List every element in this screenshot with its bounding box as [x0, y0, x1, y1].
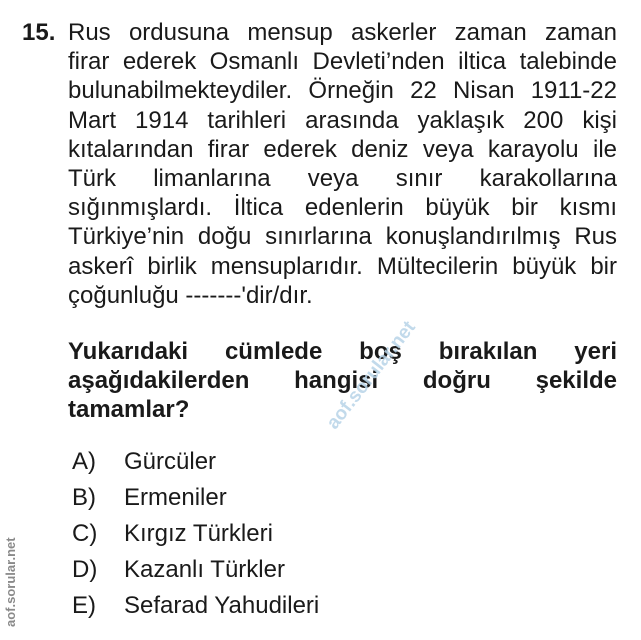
option-c[interactable] [72, 516, 319, 552]
question-prompt-line: aşağıdakilerden hangisi doğru şekilde [68, 367, 617, 394]
question-prompt-line: Yukarıdaki cümlede boş bırakılan yeri [68, 338, 617, 365]
option-text: Kırgız Türkleri [124, 520, 273, 547]
question-body-line: Türk limanlarına veya sınır karakollarına [68, 165, 617, 193]
question-body-line: Mart 1914 tarihleri arasında yaklaşık 200 kişi [68, 106, 617, 134]
question-number: 15. [22, 19, 56, 46]
option-text: Ermeniler [124, 484, 227, 511]
option-text: Kazanlı Türkler [124, 556, 285, 583]
option-text: Sefarad Yahudileri [124, 592, 320, 619]
option-b[interactable] [72, 480, 319, 516]
option-letter: B) [72, 484, 96, 511]
option-d[interactable] [72, 552, 319, 588]
question-body-line: askerî birlik mensuplarıdır. Mültecilerin büyük bir [68, 252, 617, 280]
question-body-line: kıtalarından firar ederek deniz veya karayolu ile [68, 135, 617, 163]
watermark-side: aof.sorular.net [3, 537, 18, 627]
watermark-diagonal: aof.sorular.net [322, 317, 420, 434]
question-body-line: sığınmışlardı. İltica edenlerin büyük bir kısmı [68, 194, 617, 222]
option-a[interactable] [72, 444, 319, 480]
question-body-line: çoğunluğu -------'dir/dır. [68, 281, 313, 309]
question-prompt-line: tamamlar? [68, 396, 190, 423]
option-letter: C) [72, 520, 98, 547]
question-body-line: firar ederek Osmanlı Devleti’nden iltica talebinde [68, 48, 617, 76]
question-body-line: Türkiye’nin doğu sınırlarına konuşlandırılmış Rus [68, 223, 617, 251]
option-e[interactable] [72, 588, 319, 624]
option-letter: A) [72, 448, 96, 475]
question-body [68, 18, 617, 310]
question-body-line: bulunabilmekteydiler. Örneğin 22 Nisan 1911-22 [68, 77, 617, 105]
option-letter: E) [72, 592, 96, 619]
question-body-line: Rus ordusuna mensup askerler zaman zaman [68, 19, 617, 46]
answer-options [72, 444, 319, 624]
option-text: Gürcüler [124, 448, 217, 475]
option-letter: D) [72, 556, 98, 583]
